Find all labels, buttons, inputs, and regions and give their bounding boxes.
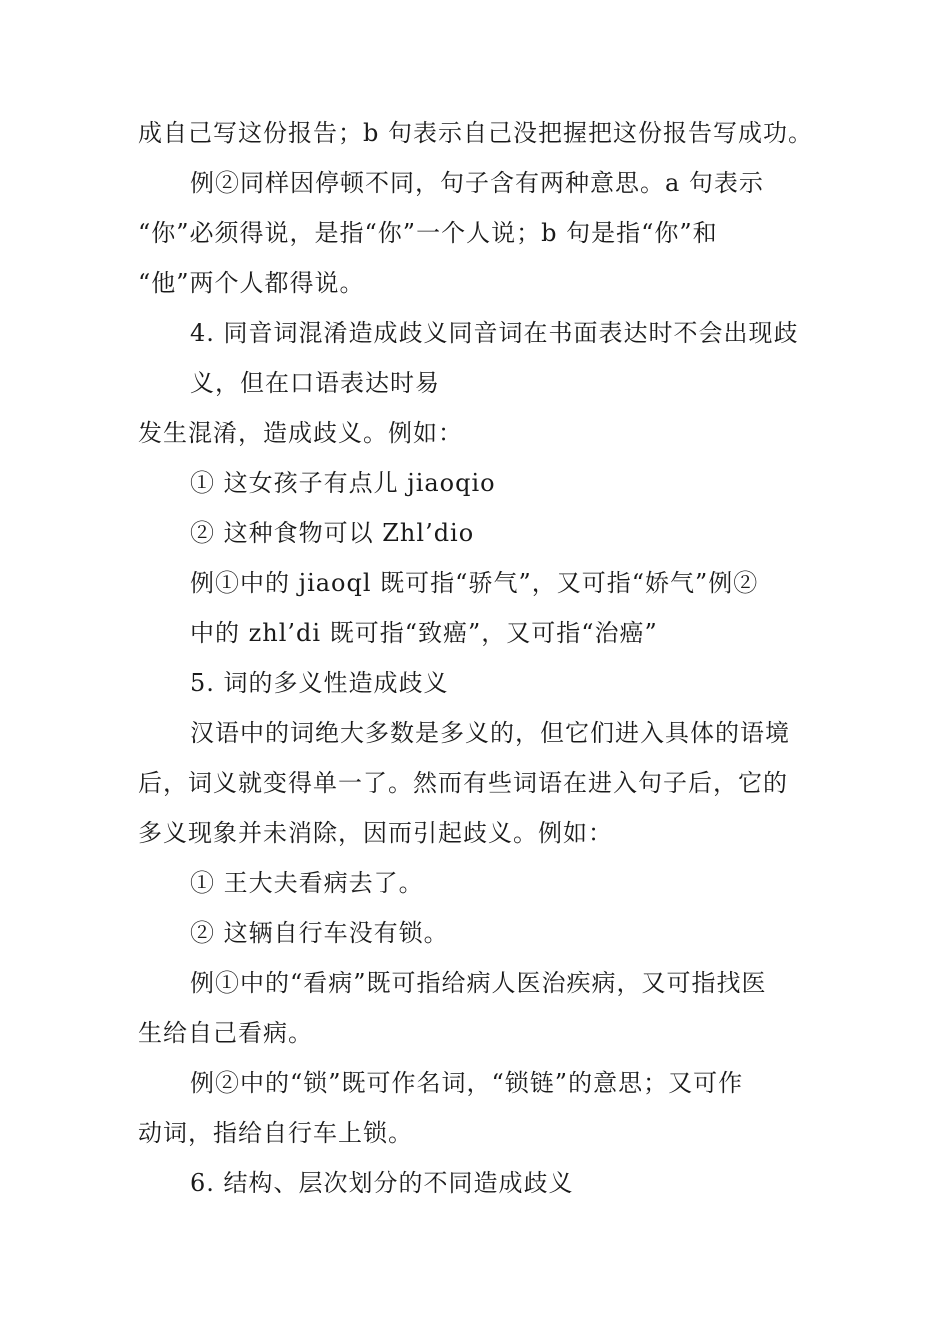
- example-item: ① 这女孩子有点儿 jiaoqio: [190, 469, 496, 497]
- text-line: 例②中的“锁”既可作名词，“锁链”的意思；又可作: [190, 1069, 744, 1097]
- text-line: 多义现象并未消除，因而引起歧义。例如：: [138, 819, 613, 847]
- section-heading-structure: 6. 结构、层次划分的不同造成歧义: [190, 1169, 574, 1197]
- text-line: 例①中的“看病”既可指给病人医治疾病，又可指找医: [190, 969, 767, 997]
- example-item: ② 这辆自行车没有锁。: [190, 919, 449, 947]
- text-line: 例②同样因停顿不同，句子含有两种意思。a 句表示: [190, 169, 764, 197]
- section-heading-polysemy: 5. 词的多义性造成歧义: [190, 669, 449, 697]
- text-line: 后，词义就变得单一了。然而有些词语在进入句子后，它的: [138, 769, 788, 797]
- text-line: 生给自己看病。: [138, 1019, 313, 1047]
- text-line: 汉语中的词绝大多数是多义的，但它们进入具体的语境: [190, 719, 790, 747]
- text-line: 成自己写这份报告；b 句表示自己没把握把这份报告写成功。: [138, 119, 813, 147]
- text-line: 中的 zhl’di 既可指“致癌”，又可指“治癌”: [190, 619, 658, 647]
- text-line: 例①中的 jiaoql 既可指“骄气”，又可指“娇气”例②: [190, 569, 759, 597]
- text-line: 义，但在口语表达时易: [190, 369, 440, 397]
- text-line: 动词，指给自行车上锁。: [138, 1119, 413, 1147]
- example-item: ② 这种食物可以 Zhl’dio: [190, 519, 475, 547]
- text-line: 发生混淆，造成歧义。例如：: [138, 419, 463, 447]
- text-line: “你”必须得说，是指“你”一个人说；b 句是指“你”和: [138, 219, 718, 247]
- example-item: ① 王大夫看病去了。: [190, 869, 424, 897]
- section-heading-homophones: 4. 同音词混淆造成歧义同音词在书面表达时不会出现歧: [190, 319, 799, 347]
- text-line: “他”两个人都得说。: [138, 269, 365, 297]
